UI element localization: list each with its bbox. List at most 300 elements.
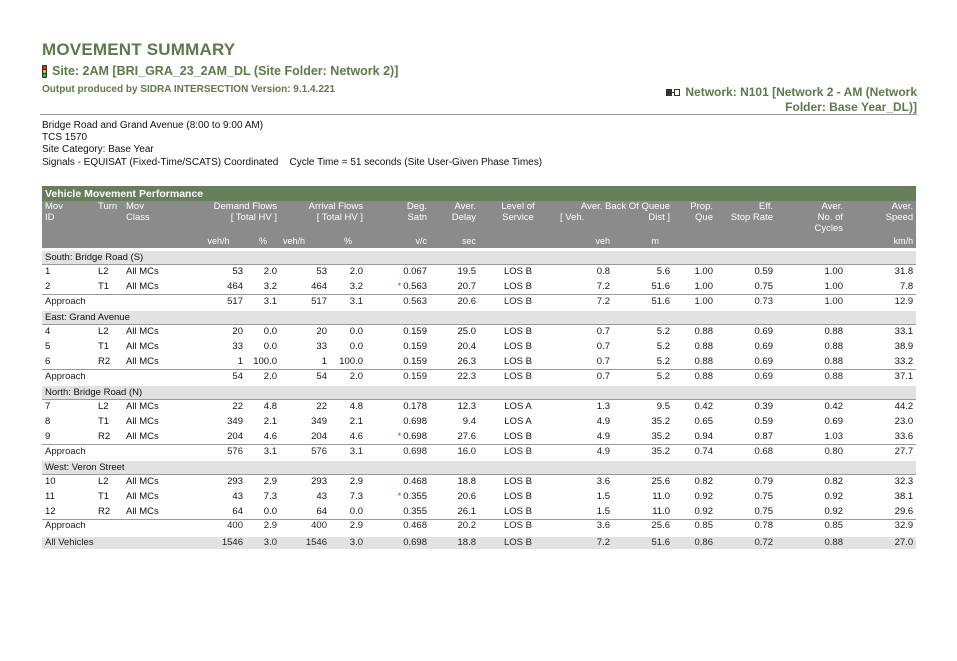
unit: m (613, 234, 673, 249)
col-demand: [ Total HV ] (230, 212, 277, 223)
col-los: Level of (501, 201, 535, 212)
deg-satn (366, 414, 430, 429)
mov-class: All MCs (126, 430, 159, 442)
col-mov: Mov (45, 201, 63, 212)
cell-qv: 7.2 (557, 294, 613, 309)
cell-dhv: 4.6 (263, 430, 277, 442)
table-row (42, 489, 916, 504)
cell-delay: 26.1 (457, 505, 476, 517)
cell-qv: 0.7 (557, 369, 613, 384)
cell-los: LOS B (479, 474, 557, 489)
cell-spd: 12.9 (846, 294, 916, 309)
table-row (42, 264, 916, 279)
info-line: Bridge Road and Grand Avenue (8:00 to 9:00 AM) (42, 120, 264, 131)
cell-pq: 0.88 (694, 355, 713, 367)
cell-cyc: 0.88 (824, 355, 843, 367)
cell-dhv: 2.0 (246, 264, 280, 279)
mov-id: 9 (45, 430, 51, 442)
cell-cyc: 0.85 (776, 519, 846, 534)
cell-dt: 53 (191, 264, 246, 279)
table-row (42, 474, 916, 489)
mov-class: All MCs (126, 280, 159, 292)
mov-id: 7 (42, 399, 95, 414)
approach-name: South: Bridge Road (S) (42, 249, 916, 264)
cell-qd: 5.2 (656, 355, 670, 367)
cell-ahv: 7.3 (349, 491, 363, 502)
cell-dt: 464 (227, 280, 243, 292)
cell-delay: 9.4 (462, 416, 476, 427)
cell-los: LOS B (479, 294, 557, 309)
cell-dt: 1 (237, 355, 243, 367)
cell-dt: 20 (191, 324, 246, 339)
cell-dhv: 3.0 (246, 534, 280, 549)
cell-dhv: 7.3 (263, 491, 277, 502)
approach-label: Approach (42, 444, 191, 459)
cell-cyc: 0.88 (776, 369, 846, 384)
mov-class: All MCs (123, 474, 191, 489)
cell-spd: 32.3 (846, 474, 916, 489)
cell-los: LOS B (504, 355, 532, 367)
mov-id: 8 (45, 416, 51, 427)
cell-qd: 35.2 (613, 444, 673, 459)
cell-ahv: 3.1 (330, 444, 366, 459)
unit: % (330, 234, 366, 249)
cell-dt: 54 (191, 369, 246, 384)
cell-esr: 0.75 (754, 491, 773, 502)
cell-at: 204 (311, 430, 327, 442)
unit: % (246, 234, 280, 249)
deg-satn-value: 0.159 (403, 355, 427, 367)
table-row (42, 339, 916, 354)
cell-dhv: 2.9 (246, 519, 280, 534)
mov-class: All MCs (126, 341, 159, 352)
cell-deg: 0.159 (366, 369, 430, 384)
table-units-row (42, 234, 916, 249)
mov-id: 11 (45, 491, 55, 502)
deg-satn-value: 0.468 (403, 476, 427, 488)
cell-dhv: 3.1 (246, 294, 280, 309)
cell-pq: 1.00 (673, 294, 716, 309)
cell-qv: 4.9 (596, 430, 610, 442)
col-queue-dist: Dist ] (648, 212, 670, 223)
cell-qd: 25.6 (613, 519, 673, 534)
cell-dhv: 100.0 (253, 355, 277, 367)
cell-qd: 51.6 (651, 280, 670, 292)
col-deg: Deg. (406, 201, 427, 212)
cell-qd: 5.2 (613, 369, 673, 384)
approach-group-header (42, 384, 916, 399)
cell-delay: 20.2 (430, 519, 479, 534)
cell-ahv: 2.9 (330, 519, 366, 534)
col-queue: Aver. Back Of Queue (580, 201, 670, 212)
cell-at: 22 (280, 399, 330, 414)
turn: L2 (95, 264, 123, 279)
cell-ahv: 3.2 (349, 280, 363, 292)
cell-dt: 1546 (191, 534, 246, 549)
all-vehicles-label: All Vehicles (42, 534, 191, 549)
approach-name: West: Veron Street (42, 459, 916, 474)
table-header-row (42, 201, 916, 234)
col-deg: Satn (407, 212, 427, 223)
cell-at: 576 (280, 444, 330, 459)
cell-qd: 25.6 (613, 474, 673, 489)
cell-dt: 33 (232, 341, 243, 352)
turn: T1 (98, 491, 110, 502)
deg-satn (366, 324, 430, 339)
col-arrival: [ Total HV ] (316, 212, 363, 223)
cell-spd: 38.9 (894, 341, 914, 352)
cell-pq: 0.92 (694, 505, 713, 517)
cell-dhv: 0.0 (246, 324, 280, 339)
cell-esr: 0.69 (754, 355, 773, 367)
cell-esr: 0.68 (716, 444, 776, 459)
cell-ahv: 2.0 (330, 264, 366, 279)
cell-qd: 51.6 (613, 534, 673, 549)
cell-at: 43 (316, 491, 327, 502)
mov-class: All MCs (126, 491, 159, 502)
cell-delay: 26.3 (457, 355, 476, 367)
site-label-text: Site: 2AM [BRI_GRA_23_2AM_DL (Site Folder: Network 2)] (52, 64, 399, 78)
deg-satn-value: 0.698 (403, 430, 427, 442)
cell-dhv: 4.8 (246, 399, 280, 414)
cell-cyc: 0.88 (776, 534, 846, 549)
col-cycles: Aver. (821, 201, 843, 212)
cell-esr: 0.79 (716, 474, 776, 489)
cell-qv: 0.7 (557, 324, 613, 339)
cell-deg: 0.563 (366, 294, 430, 309)
cell-dt: 64 (232, 505, 243, 517)
network-line-2: Folder: Base Year_DL)] (785, 100, 917, 114)
cell-pq: 0.82 (673, 474, 716, 489)
cell-qv: 0.7 (596, 341, 610, 352)
cell-cyc: 0.92 (824, 505, 843, 517)
cell-spd: 44.2 (846, 399, 916, 414)
cell-dhv: 3.2 (263, 280, 277, 292)
approach-label: Approach (42, 294, 191, 309)
cell-dt: 22 (191, 399, 246, 414)
mov-id: 2 (45, 280, 51, 292)
approach-group-header (42, 309, 916, 324)
cell-esr: 0.39 (716, 399, 776, 414)
cell-delay: 25.0 (430, 324, 479, 339)
network-icon (666, 89, 681, 97)
approach-row (42, 369, 916, 384)
cell-qv: 4.9 (557, 444, 613, 459)
cell-qv: 7.2 (557, 534, 613, 549)
turn: T1 (98, 341, 110, 352)
cell-cyc: 1.00 (824, 280, 843, 292)
deg-satn (366, 339, 430, 354)
table-row (42, 429, 916, 444)
table-row (42, 414, 916, 429)
cell-qv: 0.8 (557, 264, 613, 279)
approach-name: East: Grand Avenue (42, 309, 916, 324)
cell-dt: 204 (227, 430, 243, 442)
vehicle-movement-table (42, 186, 916, 549)
cell-at: 53 (280, 264, 330, 279)
cell-cyc: 0.88 (776, 324, 846, 339)
mov-id: 1 (42, 264, 95, 279)
cell-spd: 38.1 (894, 491, 914, 502)
cell-pq: 0.42 (673, 399, 716, 414)
cell-pq: 0.88 (673, 324, 716, 339)
approach-name: North: Bridge Road (N) (42, 384, 916, 399)
cell-delay: 19.5 (430, 264, 479, 279)
cell-spd: 33.1 (846, 324, 916, 339)
cell-ahv: 0.0 (349, 341, 363, 352)
approach-row (42, 444, 916, 459)
table-row (42, 399, 916, 414)
cell-delay: 16.0 (430, 444, 479, 459)
cell-esr: 0.75 (754, 505, 773, 517)
turn: L2 (95, 399, 123, 414)
deg-satn (366, 264, 430, 279)
unit: veh/h (280, 234, 330, 249)
cell-qv: 3.6 (557, 474, 613, 489)
unit: veh (557, 234, 613, 249)
turn: R2 (98, 505, 111, 517)
mov-id: 12 (45, 505, 56, 517)
col-los: Service (502, 212, 534, 223)
cell-esr: 0.69 (716, 324, 776, 339)
cell-dt: 576 (191, 444, 246, 459)
mov-class: All MCs (123, 399, 191, 414)
cell-pq: 0.86 (673, 534, 716, 549)
cell-ahv: 2.1 (349, 416, 363, 427)
cell-los: LOS A (479, 399, 557, 414)
cell-spd: 7.8 (899, 280, 914, 292)
col-speed: Speed (885, 212, 914, 223)
cell-at: 349 (311, 416, 327, 427)
cell-pq: 1.00 (673, 264, 716, 279)
col-turn: Turn (98, 201, 118, 212)
info-line: Site Category: Base Year (42, 144, 154, 156)
unit: veh/h (191, 234, 246, 249)
col-prop: Prop. (690, 201, 713, 212)
cell-qd: 5.6 (613, 264, 673, 279)
cell-spd: 29.6 (894, 505, 914, 517)
col-speed: Aver. (891, 201, 914, 212)
table-row (42, 279, 916, 294)
unit: v/c (366, 234, 430, 249)
deg-satn-value: 0.355 (403, 491, 427, 502)
mov-id: 4 (42, 324, 95, 339)
deg-satn (366, 429, 430, 444)
deg-satn-value: 0.563 (403, 280, 427, 292)
deg-satn (366, 504, 430, 519)
site-info (42, 120, 542, 169)
approach-row (42, 294, 916, 309)
cell-los: LOS B (504, 430, 532, 442)
cell-deg: 0.468 (366, 519, 430, 534)
col-delay: Aver. (454, 201, 476, 212)
cell-dt: 43 (232, 491, 243, 502)
cell-dhv: 0.0 (263, 341, 277, 352)
col-arrival: Arrival Flows (308, 201, 363, 212)
cell-qd: 35.2 (651, 430, 670, 442)
cell-spd: 23.0 (894, 416, 914, 427)
cell-cyc: 1.00 (776, 264, 846, 279)
cell-qd: 5.2 (613, 324, 673, 339)
cell-delay: 27.6 (457, 430, 476, 442)
cell-deg: 0.698 (366, 534, 430, 549)
approach-row (42, 519, 916, 534)
cell-esr: 0.69 (754, 341, 773, 352)
cell-dhv: 2.1 (263, 416, 277, 427)
cell-at: 517 (280, 294, 330, 309)
cell-los: LOS B (504, 280, 532, 292)
mov-class: All MCs (126, 505, 159, 517)
cell-ahv: 2.0 (330, 369, 366, 384)
deg-satn (366, 354, 430, 369)
cell-at: 400 (280, 519, 330, 534)
cell-los: LOS B (479, 369, 557, 384)
cell-at: 1 (321, 355, 327, 367)
turn: R2 (98, 355, 111, 367)
turn: L2 (95, 474, 123, 489)
col-class: Mov (126, 201, 144, 212)
cell-esr: 0.59 (716, 264, 776, 279)
col-cycles: Cycles (814, 223, 843, 234)
critical-movement-marker: * (397, 280, 402, 292)
cell-ahv: 100.0 (339, 355, 363, 367)
cell-spd: 27.7 (846, 444, 916, 459)
cell-qd: 11.0 (652, 491, 670, 502)
deg-satn-value: 0.698 (403, 416, 427, 427)
cell-ahv: 0.0 (330, 324, 366, 339)
cell-spd: 31.8 (846, 264, 916, 279)
cell-pq: 0.88 (694, 341, 713, 352)
cell-spd: 37.1 (846, 369, 916, 384)
cell-cyc: 0.80 (776, 444, 846, 459)
approach-group-header (42, 459, 916, 474)
cell-los: LOS B (479, 519, 557, 534)
cell-esr: 0.69 (716, 369, 776, 384)
cell-cyc: 0.69 (824, 416, 843, 427)
cell-ahv: 2.9 (330, 474, 366, 489)
cell-delay: 20.6 (430, 294, 479, 309)
cell-at: 464 (311, 280, 327, 292)
cell-pq: 0.85 (673, 519, 716, 534)
cell-dt: 517 (191, 294, 246, 309)
col-prop: Que (695, 212, 713, 223)
cell-pq: 0.74 (673, 444, 716, 459)
mov-class: All MCs (126, 416, 159, 427)
cell-los: LOS B (479, 324, 557, 339)
cell-dhv: 0.0 (263, 505, 277, 517)
deg-satn (366, 489, 430, 504)
cell-pq: 0.92 (694, 491, 713, 502)
cell-spd: 33.2 (894, 355, 914, 367)
deg-satn (366, 399, 430, 414)
mov-class: All MCs (123, 264, 191, 279)
cell-qv: 7.2 (596, 280, 610, 292)
cell-qd: 51.6 (613, 294, 673, 309)
cell-ahv: 3.1 (330, 294, 366, 309)
mov-id: 10 (42, 474, 95, 489)
cell-at: 293 (280, 474, 330, 489)
mov-class: All MCs (123, 324, 191, 339)
cell-qd: 9.5 (613, 399, 673, 414)
cell-los: LOS B (479, 264, 557, 279)
mov-class: All MCs (126, 355, 159, 367)
cell-pq: 0.94 (694, 430, 713, 442)
traffic-signal-icon (42, 65, 47, 78)
critical-movement-marker: * (397, 430, 402, 442)
cell-delay: 20.6 (457, 491, 476, 502)
header-divider (40, 114, 917, 115)
cell-at: 54 (280, 369, 330, 384)
info-line: TCS 1570 (42, 132, 88, 144)
cell-esr: 0.75 (754, 280, 773, 292)
cell-delay: 18.8 (430, 474, 479, 489)
mov-id: 6 (45, 355, 51, 367)
deg-satn (366, 474, 430, 489)
cell-spd: 32.9 (846, 519, 916, 534)
cell-los: LOS B (479, 444, 557, 459)
turn: R2 (98, 430, 111, 442)
cell-dt: 349 (227, 416, 243, 427)
cell-qv: 4.9 (596, 416, 610, 427)
deg-satn-value: 0.178 (403, 401, 427, 413)
cell-at: 20 (280, 324, 330, 339)
cell-esr: 0.78 (716, 519, 776, 534)
table-row (42, 504, 916, 519)
unit: sec (430, 234, 479, 249)
turn: T1 (98, 416, 110, 427)
col-cycles: No. of (817, 212, 843, 223)
deg-satn (366, 279, 430, 294)
deg-satn-value: 0.159 (403, 326, 427, 338)
cell-delay: 20.4 (457, 341, 476, 352)
cell-ahv: 4.8 (330, 399, 366, 414)
cell-delay: 12.3 (430, 399, 479, 414)
all-vehicles-row (42, 534, 916, 549)
cell-qd: 35.2 (651, 416, 670, 427)
approach-label: Approach (42, 519, 191, 534)
cell-cyc: 0.82 (776, 474, 846, 489)
mov-id: 5 (45, 341, 51, 352)
cell-qd: 5.2 (656, 341, 670, 352)
col-queue-veh: [ Veh. (560, 212, 585, 223)
deg-satn-value: 0.159 (403, 341, 427, 352)
cell-pq: 0.65 (694, 416, 713, 427)
cell-los: LOS B (504, 341, 532, 352)
col-delay: Delay (451, 212, 476, 223)
cell-delay: 22.3 (430, 369, 479, 384)
col-demand: Demand Flows (213, 201, 277, 212)
cell-esr: 0.87 (754, 430, 773, 442)
critical-movement-marker: * (397, 491, 402, 502)
cell-los: LOS B (479, 534, 557, 549)
cell-cyc: 0.88 (824, 341, 843, 352)
cell-pq: 0.88 (673, 369, 716, 384)
cell-at: 1546 (280, 534, 330, 549)
cell-cyc: 1.03 (824, 430, 843, 442)
cell-delay: 18.8 (430, 534, 479, 549)
turn: T1 (98, 280, 110, 292)
col-eff: Eff. (758, 201, 773, 212)
table-title: Vehicle Movement Performance (42, 186, 916, 201)
table-row (42, 324, 916, 339)
cell-ahv: 3.0 (330, 534, 366, 549)
cell-at: 33 (316, 341, 327, 352)
cell-cyc: 0.92 (824, 491, 843, 502)
produced-by: Output produced by SIDRA INTERSECTION Version: 9.1.4.221 (42, 84, 336, 95)
col-class: Class (126, 212, 150, 223)
cell-dhv: 2.0 (246, 369, 280, 384)
cell-qv: 1.5 (596, 491, 610, 502)
